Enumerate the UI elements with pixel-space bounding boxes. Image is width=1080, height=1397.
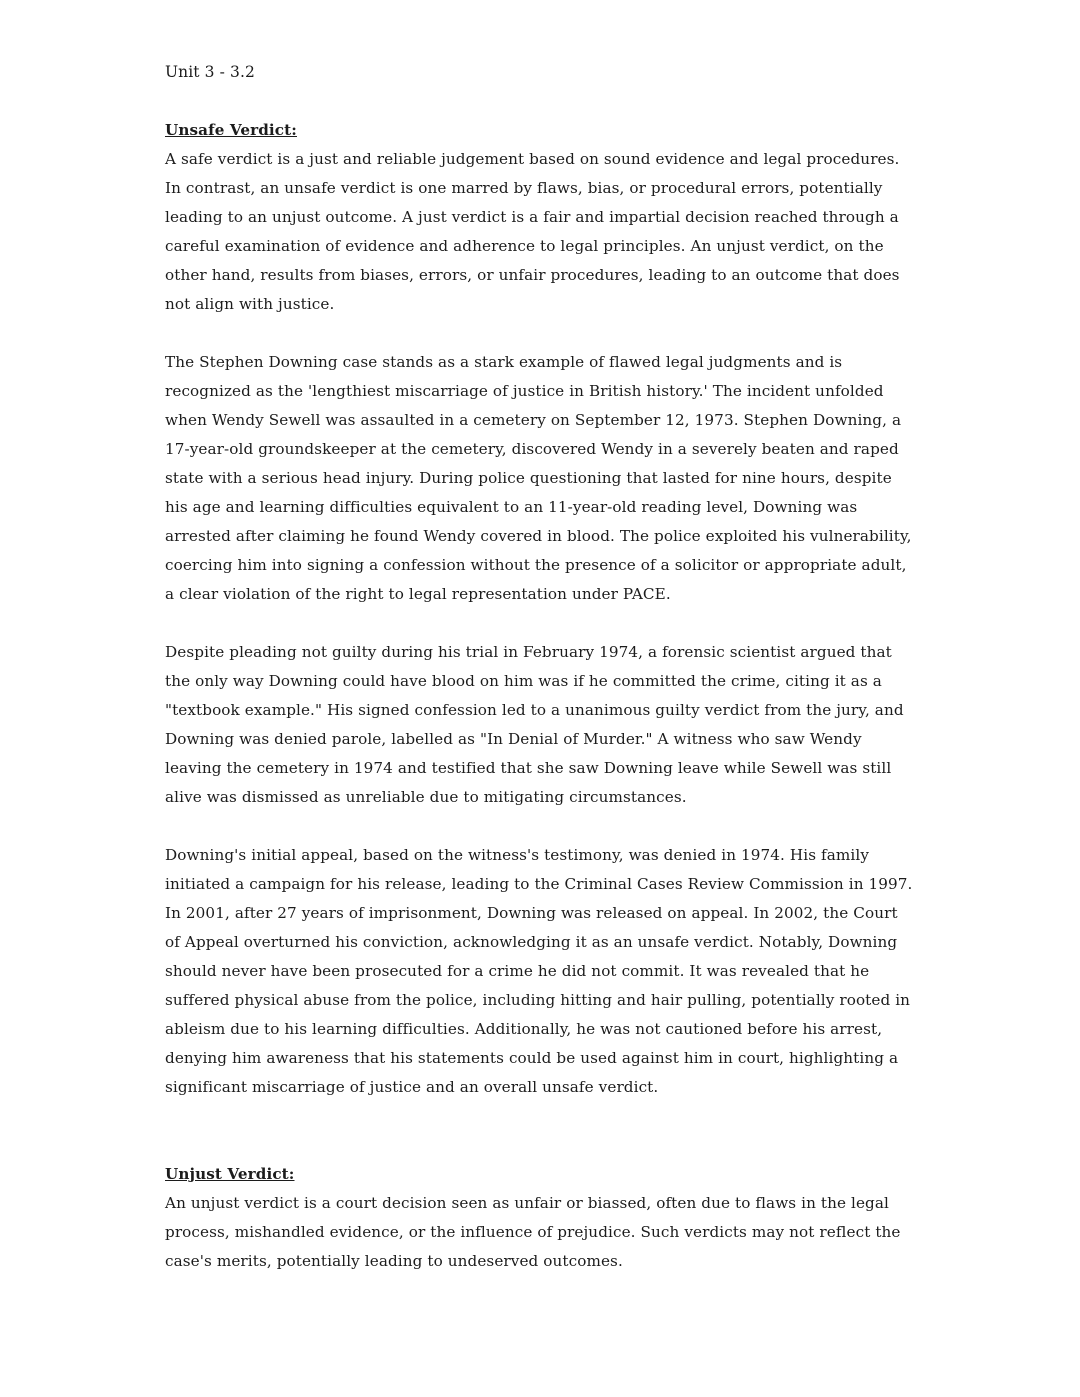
unsafe-definition-paragraph: A safe verdict is a just and reliable judgement based on sound evidence and legal procedures. In contrast, an unsafe verdict is one marred by flaws, bias, or procedural errors, potentially leading to an unjust outcome. A just verdict is a fair and impartial decision reached through a careful examination of evidence and adherence to legal principles. An unjust verdict, on the other hand, results from biases, errors, or unfair procedures, leading to an outcome that does not align with justice.	[165, 150, 900, 313]
spacer	[165, 87, 917, 116]
document-page	[165, 58, 917, 1276]
appeal-paragraph: Downing's initial appeal, based on the witness's testimony, was denied in 1974. His family initiated a campaign for his release, leading to the Criminal Cases Review Commission in 1997. In 2001, after 27 years of imprisonment, Downing was released on appeal. In 2002, the Court of Appeal overturned his conviction, acknowledging it as an unsafe verdict. Notably, Downing should never have been prosecuted for a crime he did not commit. It was revealed that he suffered physical abuse from the police, including hitting and hair pulling, potentially rooted in ableism due to his learning difficulties. Additionally, he was not cautioned before his arrest, denying him awareness that his statements could be used against him in court, highlighting a significant miscarriage of justice and an overall unsafe verdict.	[165, 846, 913, 1096]
spacer	[165, 609, 917, 638]
unjust-verdict-heading: Unjust Verdict:	[165, 1165, 295, 1183]
unit-label: Unit 3 - 3.2	[165, 63, 255, 81]
unjust-verdict-section	[165, 1160, 917, 1276]
spacer	[165, 1102, 917, 1160]
unjust-definition-paragraph: An unjust verdict is a court decision seen as unfair or biassed, often due to flaws in the legal process, mishandled evidence, or the influence of prejudice. Such verdicts may not reflect the case's merits, potentially leading to undeserved outcomes.	[165, 1194, 901, 1270]
unsafe-verdict-section	[165, 116, 917, 1102]
downing-case-paragraph: The Stephen Downing case stands as a stark example of flawed legal judgments and is recognized as the 'lengthiest miscarriage of justice in British history.' The incident unfolded when Wendy Sewell was assaulted in a cemetery on September 12, 1973. Stephen Downing, a 17-year-old groundskeeper at the cemetery, discovered Wendy in a severely beaten and raped state with a serious head injury. During police questioning that lasted for nine hours, despite his age and learning difficulties equivalent to an 11-year-old reading level, Downing was arrested after claiming he found Wendy covered in blood. The police exploited his vulnerability, coercing him into signing a confession without the presence of a solicitor or appropriate adult, a clear violation of the right to legal representation under PACE.	[165, 353, 912, 603]
unsafe-verdict-heading: Unsafe Verdict:	[165, 121, 297, 139]
spacer	[165, 812, 917, 841]
spacer	[165, 319, 917, 348]
trial-paragraph: Despite pleading not guilty during his trial in February 1974, a forensic scientist argued that the only way Downing could have blood on him was if he committed the crime, citing it as a "textbook example." His signed confession led to a unanimous guilty verdict from the jury, and Downing was denied parole, labelled as "In Denial of Murder." A witness who saw Wendy leaving the cemetery in 1974 and testified that she saw Downing leave while Sewell was still alive was dismissed as unreliable due to mitigating circumstances.	[165, 643, 904, 806]
